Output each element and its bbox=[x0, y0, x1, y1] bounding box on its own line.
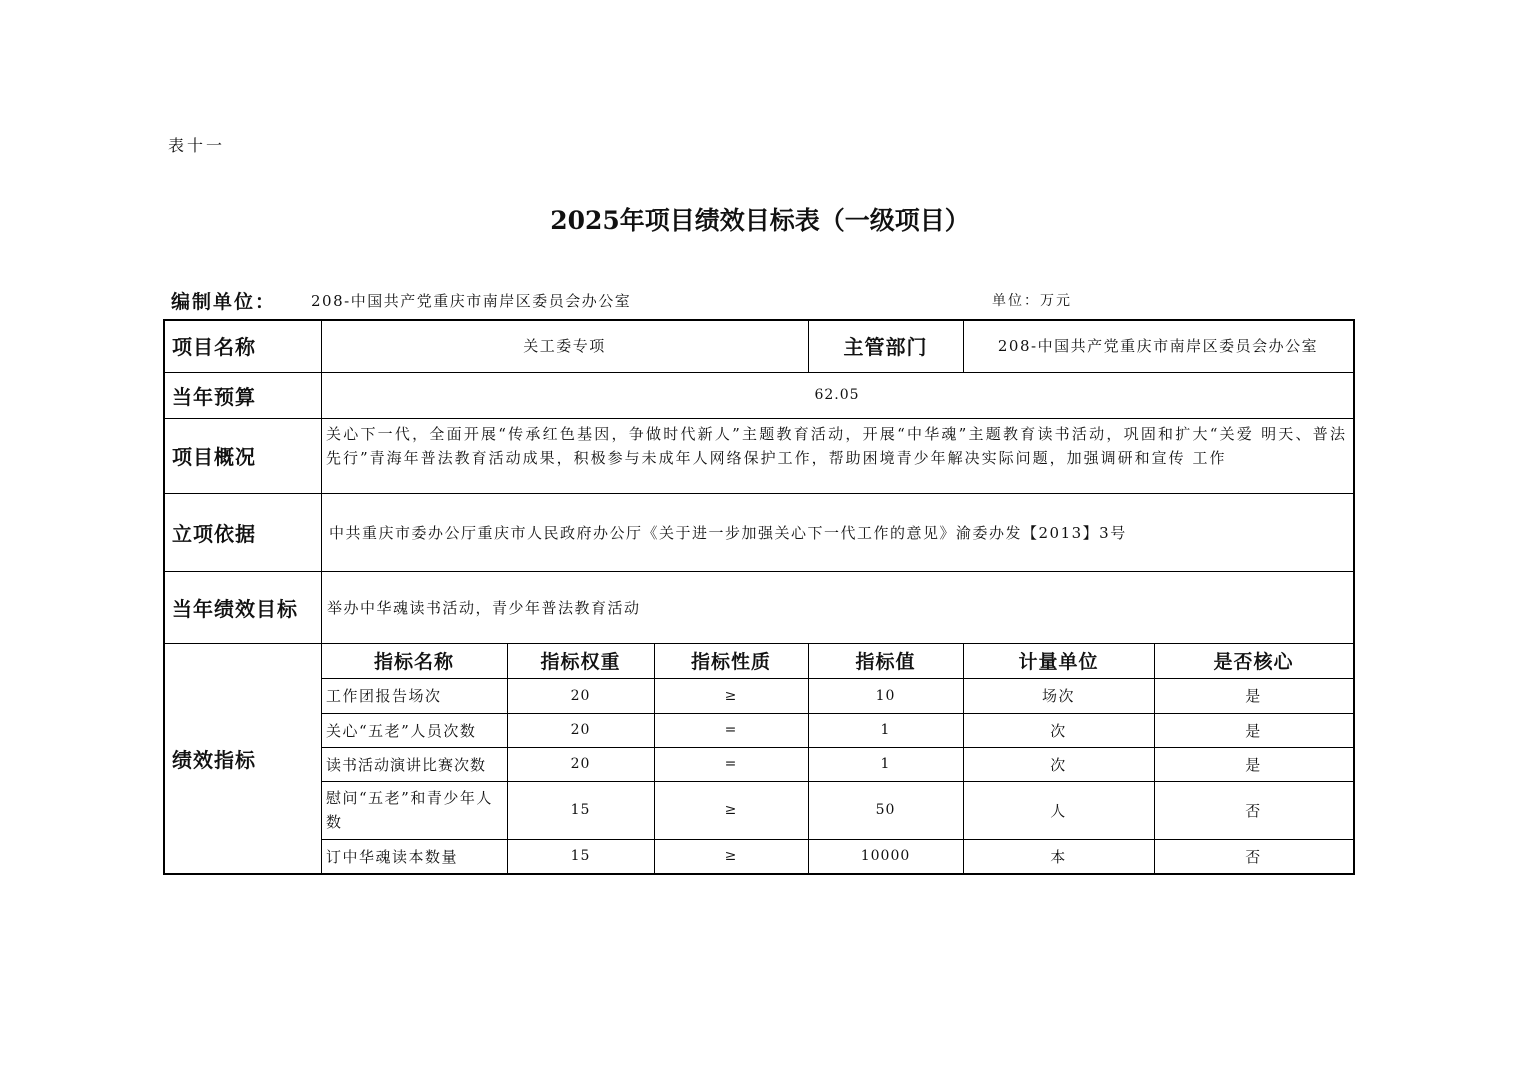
indicator-row-name: 慰问“五老”和青少年人数 bbox=[326, 789, 493, 831]
indicator-row-weight: 20 bbox=[570, 687, 591, 704]
indicator-row-value: 1 bbox=[880, 756, 891, 772]
indicator-header-name: 指标名称 bbox=[373, 651, 454, 673]
indicator-row-nature: ≥ bbox=[724, 848, 738, 864]
indicator-row-core: 是 bbox=[1245, 687, 1262, 705]
basis-label: 立项依据 bbox=[172, 521, 256, 546]
indicator-header-unit: 计量单位 bbox=[1018, 651, 1099, 673]
indicator-row-name: 工作团报告场次 bbox=[326, 687, 442, 705]
indicator-row-unit: 次 bbox=[1050, 721, 1067, 740]
indicator-row-nature: ≥ bbox=[724, 802, 738, 818]
indicator-row-value: 1 bbox=[880, 722, 891, 738]
indicator-row-name: 关心“五老”人员次数 bbox=[326, 721, 477, 740]
project-name-value: 关工委专项 bbox=[523, 337, 606, 355]
indicator-row-unit: 次 bbox=[1050, 755, 1067, 774]
indicator-row-core: 否 bbox=[1245, 801, 1262, 820]
indicator-row-name: 订中华魂读本数量 bbox=[326, 847, 459, 866]
compiling-unit-value: 208-中国共产党重庆市南岸区委员会办公室 bbox=[311, 292, 632, 310]
indicator-row-core: 是 bbox=[1245, 721, 1262, 740]
indicator-row-unit: 本 bbox=[1050, 847, 1067, 866]
indicator-header-value: 指标值 bbox=[855, 651, 916, 673]
indicator-row-nature: = bbox=[724, 722, 738, 738]
currency-unit: 单位：万元 bbox=[992, 293, 1072, 309]
indicator-header-nature: 指标性质 bbox=[690, 651, 771, 673]
indicator-header-weight: 指标权重 bbox=[540, 651, 621, 673]
performance-table bbox=[163, 319, 1355, 875]
project-name-label: 项目名称 bbox=[172, 335, 256, 359]
indicator-row-core: 否 bbox=[1245, 847, 1262, 866]
indicator-row-unit: 人 bbox=[1050, 801, 1067, 820]
annual-goal-value: 举办中华魂读书活动，青少年普法教育活动 bbox=[327, 598, 641, 617]
indicator-row-core: 是 bbox=[1245, 755, 1262, 774]
dept-label: 主管部门 bbox=[843, 335, 928, 359]
dept-value: 208-中国共产党重庆市南岸区委员会办公室 bbox=[997, 337, 1319, 355]
overview-label: 项目概况 bbox=[172, 445, 256, 469]
indicator-row-name: 读书活动演讲比赛次数 bbox=[326, 755, 487, 774]
annual-goal-label: 当年绩效目标 bbox=[172, 596, 298, 621]
indicator-row-weight: 15 bbox=[570, 848, 591, 864]
overview-value: 关心下一代，全面开展“传承红色基因，争做时代新人”主题教育活动，开展“中华魂”主题教育读书活动，巩固和扩大“关爱 明天、普法先行”青海年普法教育活动成果，积极参与未成年人网络保护工作，帮助困境青少年解决实际问题，加强调研和宣传 工作 bbox=[326, 425, 1347, 467]
indicator-row-nature: ≥ bbox=[724, 687, 738, 704]
budget-label: 当年预算 bbox=[172, 384, 256, 409]
indicator-row-weight: 20 bbox=[570, 722, 591, 738]
page-title: 2025年项目绩效目标表（一级项目） bbox=[550, 206, 970, 235]
basis-value: 中共重庆市委办公厅重庆市人民政府办公厅《关于进一步加强关心下一代工作的意见》渝委办发【2013】3号 bbox=[329, 523, 1127, 542]
indicator-row-weight: 20 bbox=[570, 756, 591, 772]
indicator-row-value: 10 bbox=[875, 687, 896, 704]
compiling-unit-label: 编制单位： bbox=[171, 291, 277, 313]
indicator-row-value: 10000 bbox=[860, 848, 911, 864]
budget-value: 62.05 bbox=[814, 387, 860, 403]
indicator-row-nature: = bbox=[724, 756, 738, 772]
table-label: 表十一 bbox=[168, 136, 226, 155]
indicator-row-value: 50 bbox=[875, 802, 896, 818]
indicator-row-weight: 15 bbox=[570, 802, 591, 818]
indicator-row-unit: 场次 bbox=[1041, 687, 1075, 705]
indicators-label: 绩效指标 bbox=[172, 747, 256, 772]
indicator-header-core: 是否核心 bbox=[1213, 651, 1294, 673]
